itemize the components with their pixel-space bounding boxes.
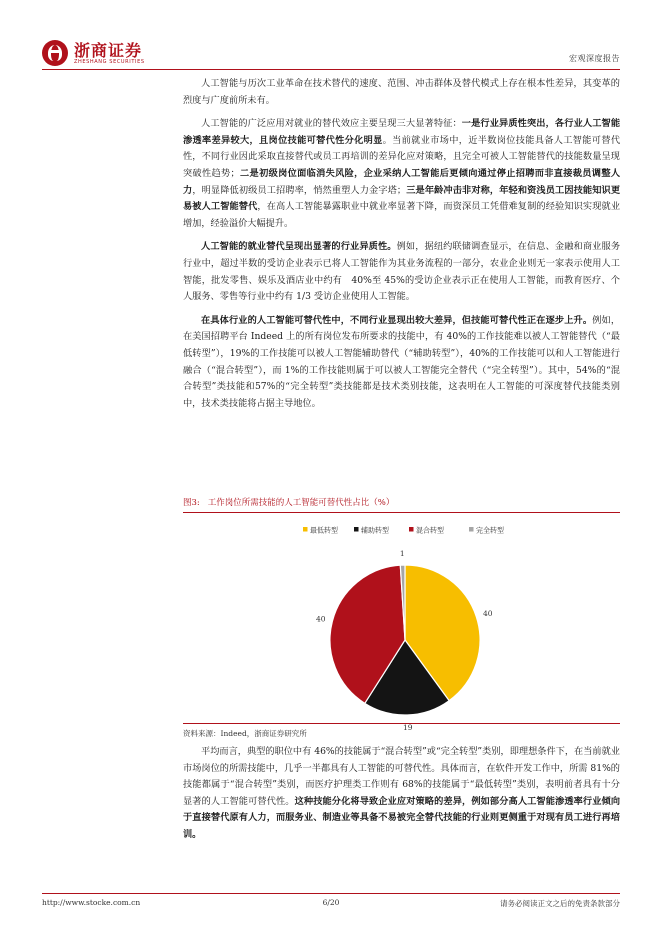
legend-item xyxy=(469,526,504,535)
figure-title xyxy=(183,496,620,513)
logo-name-en: ZHESHANG SECURITIES xyxy=(74,58,145,65)
bold-text: 在具体行业的人工智能可替代性中，不同行业显现出较大差异，但技能可替代性正在逐步上升。 xyxy=(201,314,593,326)
legend-swatch xyxy=(469,527,474,532)
footer-divider xyxy=(42,893,620,894)
page-number: 6/20 xyxy=(322,898,340,907)
page-header xyxy=(0,0,662,78)
legend-item xyxy=(409,526,444,535)
figure-number: 图3: xyxy=(183,498,200,508)
report-type-label: 宏观深度报告 xyxy=(569,54,620,63)
legend-label: 辅助转型 xyxy=(361,526,389,535)
company-logo xyxy=(42,40,145,66)
figure-bottom-divider xyxy=(183,723,620,724)
header-divider xyxy=(42,69,620,70)
legend-item xyxy=(354,526,389,535)
text-run: 例如，据纽约联储调查显示，在信息、金融和商业服务行业中，超过半数的受访企业表示已将人工智能作为其业务流程的一部分，农业企业则无一家表示使用人工智能，批发零售、娱乐及酒店业中约有 40%至 45%的受访企业表示正在使用人工智能，而教育医疗、个人服务、零售等行业中约有 1/3 受访企业使用人工智能。 xyxy=(183,241,621,303)
text-run: ，在高人工智能暴露职业中就业率显著下降，而资深员工凭借难复制的经验知识实现就业增加，经验溢价大幅提升。 xyxy=(183,201,621,229)
text-run: ，明显降低初级员工招聘率，悄然重塑人力金字塔； xyxy=(192,184,407,196)
bold-text: 人工智能的就业替代呈现出显著的行业异质性。 xyxy=(201,241,397,253)
legend-label: 混合转型 xyxy=(416,526,444,535)
legend-label: 完全转型 xyxy=(476,526,504,535)
figure-caption: 工作岗位所需技能的人工智能可替代性占比（%） xyxy=(207,498,395,508)
text-run: 人工智能与历次工业革命在技术替代的速度、范围、冲击群体及替代模式上存在根本性差异，其变革的烈度与广度前所未有。 xyxy=(183,78,620,106)
footer-url[interactable]: http://www.stocke.com.cn xyxy=(42,898,141,907)
paragraph xyxy=(183,313,620,413)
body-text-top xyxy=(183,76,620,419)
data-label: 40 xyxy=(482,609,493,619)
bold-text: 这种技能分化将导致企业应对策略的差异，例如部分高人工智能渗透率行业倾向于直接替代原有人力，而服务业、制造业等具备不易被完全替代技能的行业则更侧重于对现有员工进行再培训。 xyxy=(183,795,621,840)
bold-text: 二是初级岗位面临消失风险，企业采纳人工智能后更倾向通过停止招聘而非直接裁员调整人力 xyxy=(183,167,621,196)
legend-swatch xyxy=(303,527,308,532)
text-run: 平均而言，典型的职位中有 46%的技能属于“混合转型”或“完全转型”类别，即理想条件下，在当前就业市场岗位的所需技能中，几乎一半都具有人工智能的可替代性。具体而言，在软件开发工作中，所需 81%的技能都属于“混合转型”类别，而医疗护理类工作则有 68%的技能属于“最低转型”类别，表明前者具有十分显著的人工智能可替代性。 xyxy=(183,746,620,807)
data-label: 1 xyxy=(399,549,405,559)
body-text-bottom xyxy=(183,744,620,851)
paragraph xyxy=(183,76,620,109)
bold-text: 三是年龄冲击非对称，年轻和资浅员工因技能知识更易被人工智能替代 xyxy=(183,184,621,213)
paragraph xyxy=(183,744,620,844)
paragraph xyxy=(183,116,620,232)
legend-label: 最低转型 xyxy=(310,526,338,535)
bold-text: 一是行业异质性突出，各行业人工智能渗透率差异较大，且岗位技能可替代性分化明显 xyxy=(183,118,621,146)
data-label: 19 xyxy=(402,722,413,732)
paragraph xyxy=(183,239,620,305)
logo-name-cn: 浙商证券 xyxy=(74,40,143,60)
figure-source: 资料来源：Indeed，浙商证券研究所 xyxy=(183,729,307,738)
text-run: 例如，在美国招聘平台 Indeed 上的所有岗位发布所要求的技能中，有 40%的工作技能难以被人工智能替代（“最低转型”），19%的工作技能可以被人工智能辅助替代（“辅助转型”），40%的工作技能可以和人工智能进行融合（“混合转型”），而 1%的工作技能则属于可以被人工智能完全替代（“完全转型”）。其中，54%的“混合转型”类技能和57%的“完全转型”类技能都是技术类别技能，这表明在人工智能的可深度替代技能类别中，技术类技能将占据主导地位。 xyxy=(183,314,621,409)
pie-chart xyxy=(183,516,620,732)
text-run: 。当前就业市场中，近半数岗位技能具备人工智能可替代性，不同行业因此采取直接替代或员工再培训的差异化应对策略，且完全可被人工智能替代的技能数量呈现突破性趋势； xyxy=(183,134,621,179)
legend-swatch xyxy=(354,527,359,532)
footer-disclaimer: 请务必阅读正文之后的免责条款部分 xyxy=(500,899,620,908)
legend-item xyxy=(303,526,338,535)
data-label: 40 xyxy=(315,614,326,624)
logo-mark-icon xyxy=(42,40,68,66)
legend-swatch xyxy=(409,527,414,532)
text-run: 人工智能的广泛应用对就业的替代效应主要呈现三大显著特征： xyxy=(201,118,462,130)
